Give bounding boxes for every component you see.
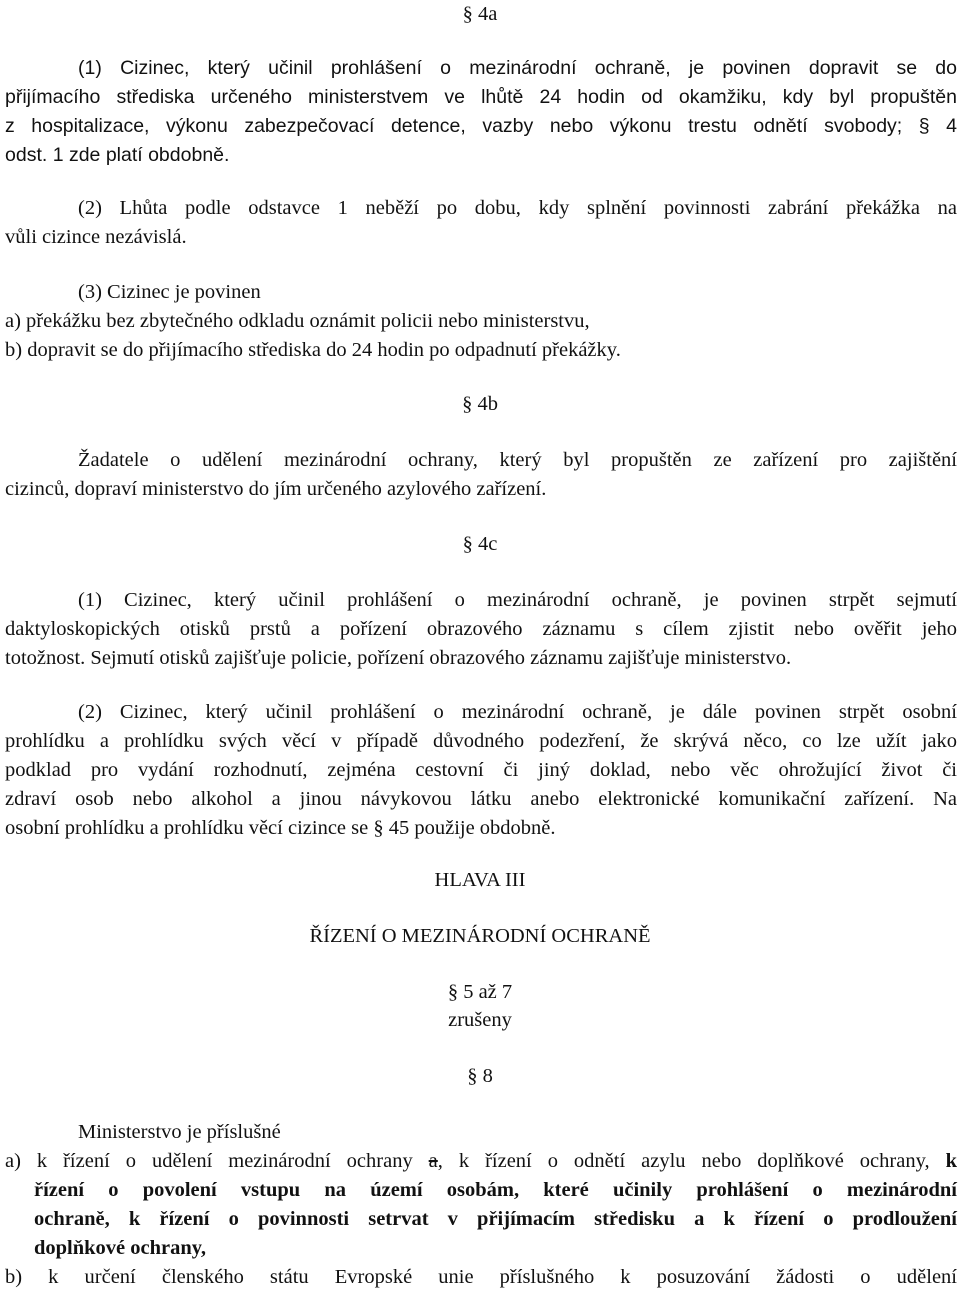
list-item-a [5, 1147, 957, 1176]
paragraph-4a-3 [5, 278, 957, 365]
amendment-text: k [945, 1150, 957, 1172]
text-run: , k řízení o odnětí azylu nebo doplňkové ochrany, [437, 1150, 946, 1172]
paragraph-4b [5, 446, 957, 504]
chapter-title: ŘÍZENÍ O MEZINÁRODNÍ OCHRANĚ [309, 925, 651, 947]
list-item-b: b) dopravit se do přijímacího střediska do 24 hodin po odpadnutí překážky. [5, 339, 621, 361]
text-line: totožnost. Sejmutí otisků zajišťuje policie, pořízení obrazového záznamu zajišťuje ministerstvo. [5, 647, 792, 669]
paragraph-4c-1 [5, 586, 957, 673]
text-line: z hospitalizace, výkonu zabezpečovací detence, vazby nebo výkonu trestu odnětí svobody; § 4 [5, 115, 957, 137]
paragraph-4a-1 [5, 54, 957, 170]
text-line: cizinců, dopraví ministerstvo do jím určeného azylového zařízení. [5, 478, 547, 500]
section-status-repealed: zrušeny [448, 1009, 512, 1031]
struck-text: a [428, 1150, 438, 1172]
text-line: (2) Cizinec, který učinil prohlášení o mezinárodní ochraně, je dále povinen strpět osobní [78, 701, 957, 723]
text-line: podklad pro vydání rozhodnutí, zejména cestovní či jiný doklad, nebo věc ohrožující život či [5, 759, 957, 781]
text-line: odst. 1 zde platí obdobně. [5, 144, 230, 166]
text-line: Žadatele o udělení mezinárodní ochrany, který byl propuštěn ze zařízení pro zajištění [78, 449, 957, 471]
list-item-a: a) překážku bez zbytečného odkladu oznámit policii nebo ministerstvu, [5, 310, 590, 332]
chapter-number: HLAVA III [434, 869, 526, 891]
text-line: (3) Cizinec je povinen [78, 281, 261, 303]
amendment-text: ochraně, k řízení o povinnosti setrvat v přijímacím středisku a k řízení o prodloužení [34, 1208, 957, 1230]
paragraph-8 [5, 1118, 957, 1292]
text-line: Ministerstvo je příslušné [78, 1121, 281, 1143]
text-line: zdraví osob nebo alkohol a jinou návykovou látku anebo elektronické komunikační zařízení. Na [5, 788, 957, 810]
paragraph-4c-2 [5, 698, 957, 843]
section-heading-4c: § 4c [462, 533, 498, 555]
text-line: vůli cizince nezávislá. [5, 226, 187, 248]
text-line: (1) Cizinec, který učinil prohlášení o mezinárodní ochraně, je povinen dopravit se do [78, 57, 957, 79]
section-heading-8: § 8 [467, 1065, 493, 1087]
section-heading-4b: § 4b [462, 393, 498, 415]
text-line: (2) Lhůta podle odstavce 1 neběží po dobu, kdy splnění povinnosti zabrání překážka na [78, 197, 957, 219]
section-heading-5-7: § 5 až 7 [447, 981, 513, 1003]
paragraph-4a-2 [5, 194, 957, 252]
list-item-b: b) k určení členského státu Evropské unie příslušného k posuzování žádosti o udělení [5, 1266, 957, 1288]
section-heading-4a: § 4a [462, 3, 498, 25]
text-line: daktyloskopických otisků prstů a pořízení obrazového záznamu s cílem zjistit nebo ověřit jeho [5, 618, 957, 640]
text-line: (1) Cizinec, který učinil prohlášení o mezinárodní ochraně, je povinen strpět sejmutí [78, 589, 957, 611]
text-run: a) k řízení o udělení mezinárodní ochrany [5, 1150, 429, 1172]
text-line: prohlídku a prohlídku svých věcí v případě důvodného podezření, že skrývá něco, co lze užít jako [5, 730, 957, 752]
text-line: přijímacího střediska určeného ministerstvem ve lhůtě 24 hodin od okamžiku, kdy byl propuštěn [5, 86, 957, 108]
amendment-text: řízení o povolení vstupu na území osobám, které učinily prohlášení o mezinárodní [34, 1179, 957, 1201]
amendment-text: doplňkové ochrany, [34, 1237, 207, 1259]
text-line: osobní prohlídku a prohlídku věcí cizince se § 45 použije obdobně. [5, 817, 556, 839]
